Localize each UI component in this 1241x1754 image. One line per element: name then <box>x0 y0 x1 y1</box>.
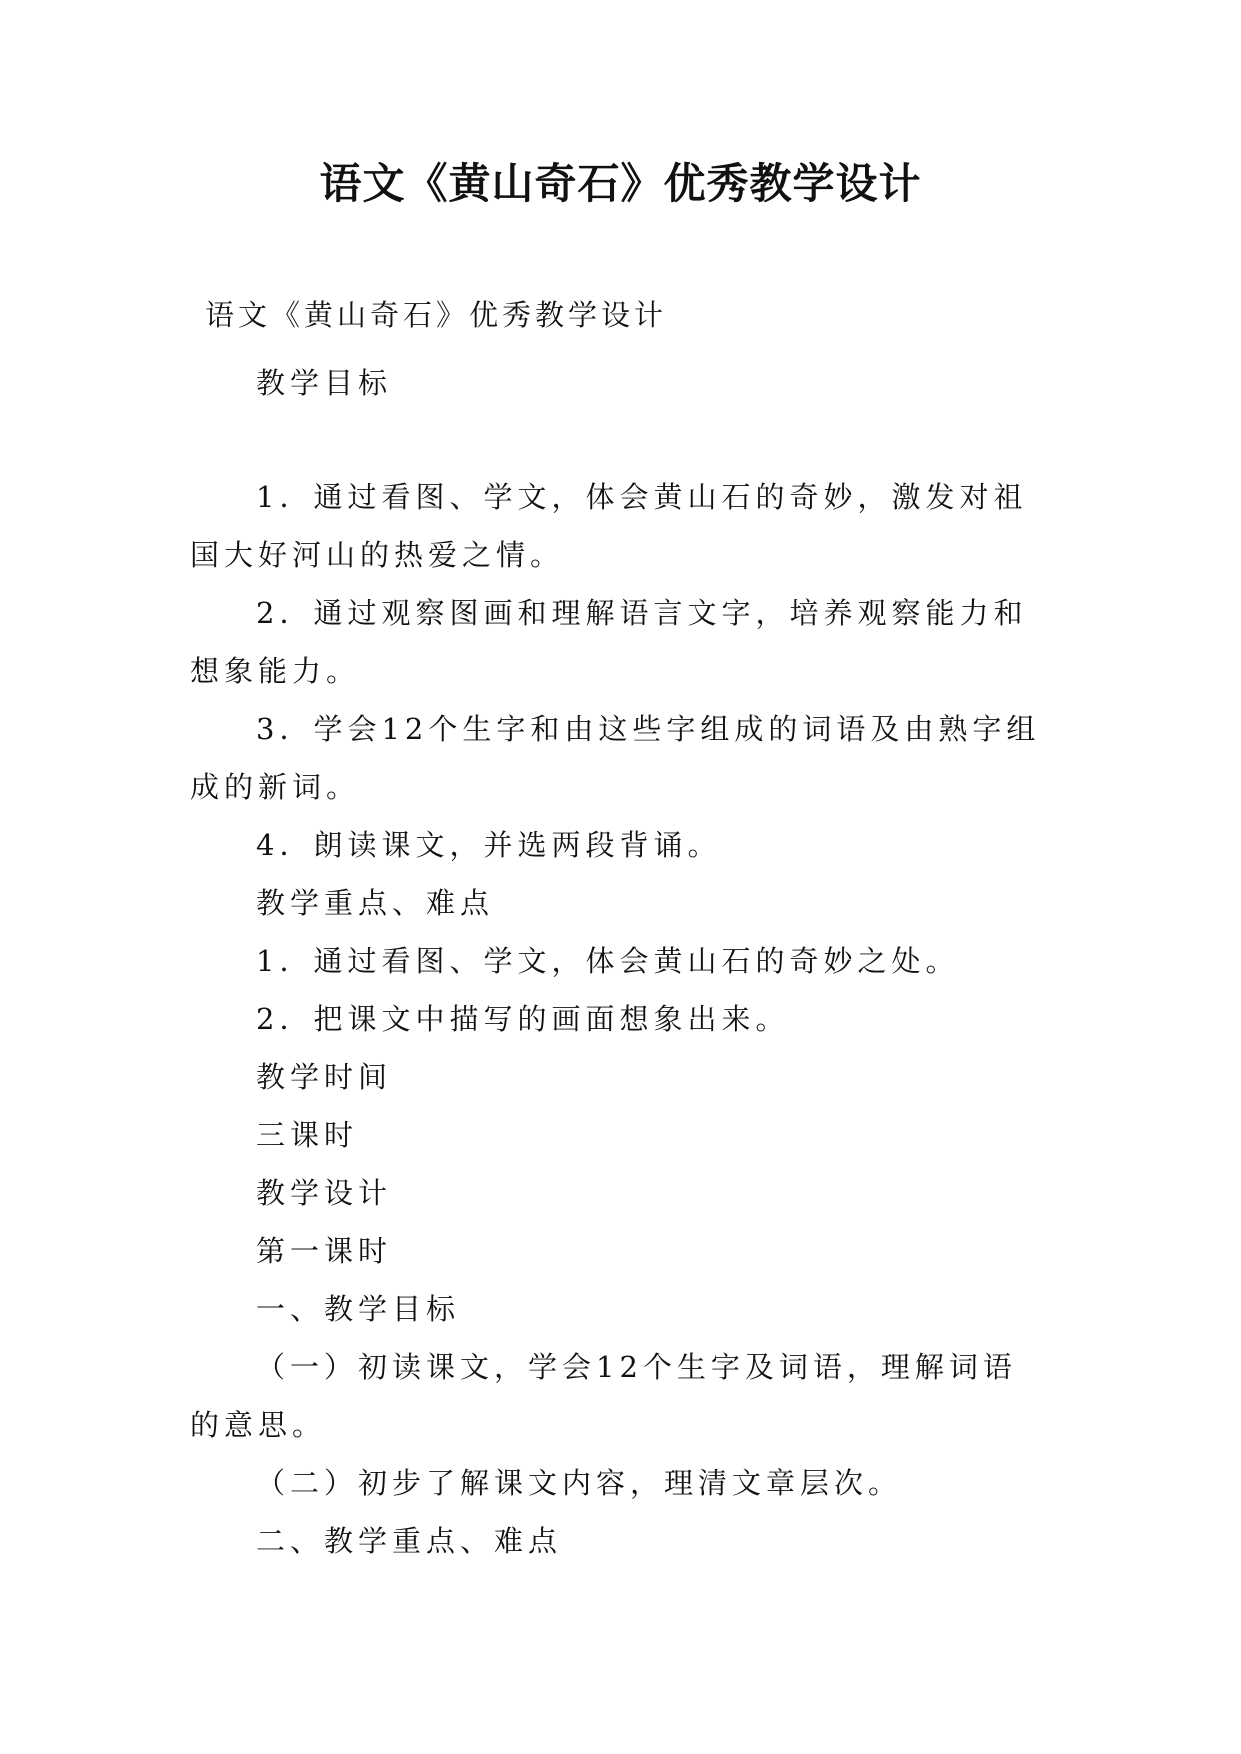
paragraph: 1．通过看图、学文，体会黄山石的奇妙，激发对祖国大好河山的热爱之情。 <box>190 480 1028 572</box>
document-title: 语文《黄山奇石》优秀教学设计 <box>319 159 922 208</box>
section-heading: 教学重点、难点 <box>256 886 495 920</box>
section-heading: 二、教学重点、难点 <box>256 1524 563 1558</box>
paragraph: （一）初读课文，学会12个生字及词语，理解词语的意思。 <box>190 1350 1017 1442</box>
section-heading: 第一课时 <box>256 1234 393 1268</box>
section-heading: 教学设计 <box>256 1176 393 1210</box>
section-heading: 一、教学目标 <box>256 1292 461 1326</box>
document-subtitle: 语文《黄山奇石》优秀教学设计 <box>205 298 668 332</box>
paragraph: 4．朗读课文，并选两段背诵。 <box>256 828 722 862</box>
paragraph: 1．通过看图、学文，体会黄山石的奇妙之处。 <box>256 944 960 978</box>
section-heading: 教学时间 <box>256 1060 393 1094</box>
paragraph: 2．把课文中描写的画面想象出来。 <box>256 1002 790 1036</box>
paragraph: 3．学会12个生字和由这些字组成的词语及由熟字组成的新词。 <box>190 712 1041 804</box>
paragraph: 2．通过观察图画和理解语言文字，培养观察能力和想象能力。 <box>190 596 1028 688</box>
document-body <box>190 354 1050 1570</box>
paragraph: 三课时 <box>256 1118 359 1152</box>
paragraph: （二）初步了解课文内容，理清文章层次。 <box>256 1466 903 1500</box>
section-heading: 教学目标 <box>256 366 393 400</box>
